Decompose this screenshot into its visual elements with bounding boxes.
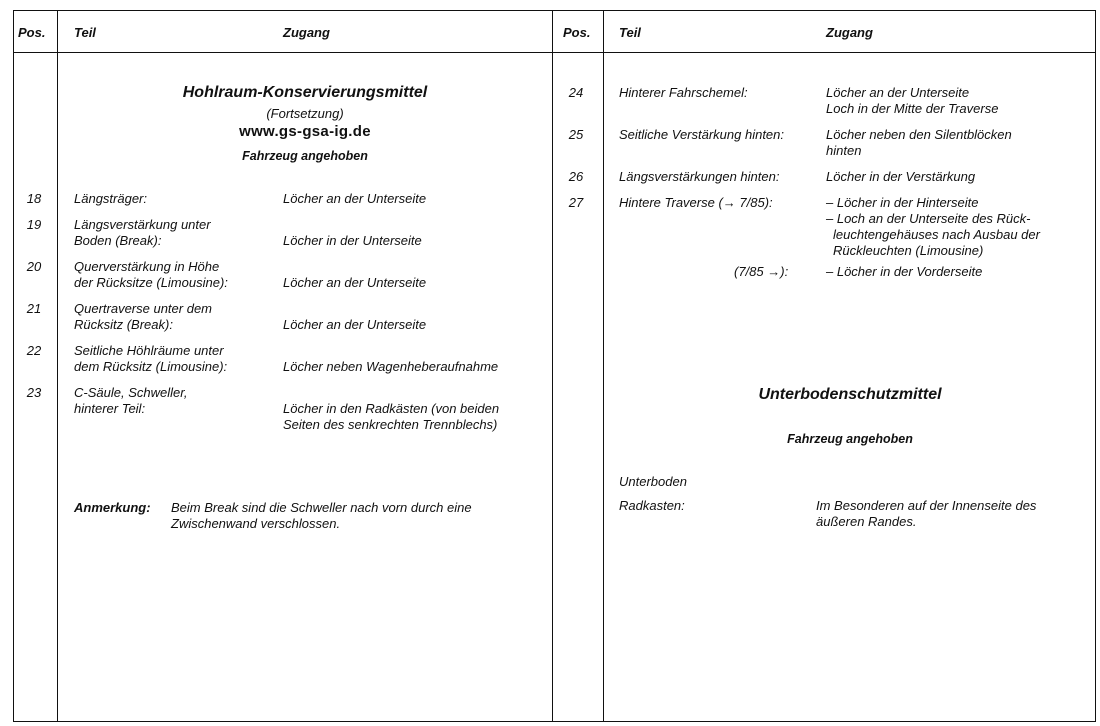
section-url: www.gs-gsa-ig.de (239, 123, 371, 140)
row-pos: 21 (26, 301, 42, 316)
divider-right-pos (603, 10, 604, 722)
row-teil: dem Rücksitz (Limousine): (74, 359, 228, 374)
note-text: Beim Break sind die Schweller nach vorn durch eine (171, 500, 472, 515)
section-condition-left: Fahrzeug angehoben (242, 149, 368, 163)
row-pos: 19 (26, 217, 42, 232)
item-teil: Unterboden (619, 474, 687, 489)
row-zugang: Löcher in den Radkästen (von beiden (283, 401, 500, 416)
row-teil: Rücksitz (Break): (74, 317, 173, 332)
row-teil: Seitliche Verstärkung hinten: (619, 127, 785, 142)
row-teil: Längsträger: (74, 191, 147, 206)
row-zugang: Rückleuchten (Limousine) (833, 243, 984, 258)
item-teil: Radkasten: (619, 498, 685, 513)
row-teil: der Rücksitze (Limousine): (74, 275, 228, 290)
section-title-hohlraum: Hohlraum-Konservierungsmittel (182, 84, 428, 101)
row-zugang: Löcher in der Unterseite (283, 233, 422, 248)
section-continuation: (Fortsetzung) (266, 106, 344, 121)
row-pos: 20 (26, 259, 42, 274)
row-zugang: – Löcher in der Vorderseite (826, 264, 983, 279)
header-pos-right: Pos. (563, 25, 591, 40)
row-teil: hinterer Teil: (74, 401, 146, 416)
section-condition-right: Fahrzeug angehoben (787, 432, 913, 446)
row-teil: Seitliche Höhlräume unter (74, 343, 224, 358)
row-zugang: hinten (826, 143, 862, 158)
row-teil: Boden (Break): (74, 233, 162, 248)
header-teil-left: Teil (74, 25, 96, 40)
row-teil: Hinterer Fahrschemel: (619, 85, 748, 100)
row-zugang: Seiten des senkrechten Trennblechs) (283, 417, 498, 432)
row-zugang: Löcher an der Unterseite (283, 317, 427, 332)
row-teil: (7/85 →): (734, 264, 789, 279)
section-title-unterboden: Unterbodenschutzmittel (758, 386, 942, 403)
row-pos: 18 (26, 191, 42, 206)
row-pos: 24 (568, 85, 584, 100)
header-divider (13, 52, 1096, 53)
row-zugang: Löcher neben Wagenheberaufnahme (283, 359, 499, 374)
header-pos-left: Pos. (18, 25, 46, 40)
row-zugang: Loch in der Mitte der Traverse (826, 101, 999, 116)
row-pos: 23 (26, 385, 42, 400)
row-zugang: – Löcher in der Hinterseite (826, 195, 979, 210)
divider-center (552, 10, 553, 722)
row-zugang: Löcher neben den Silentblöcken (826, 127, 1012, 142)
row-teil: Hintere Traverse (→ 7/85): (619, 195, 773, 210)
row-pos: 27 (568, 195, 584, 210)
header-zugang-left: Zugang (283, 25, 330, 40)
row-zugang: Löcher an der Unterseite (283, 275, 427, 290)
row-pos: 22 (26, 343, 42, 358)
row-zugang: leuchtengehäuses nach Ausbau der (833, 227, 1040, 242)
row-pos: 26 (568, 169, 584, 184)
note-text: Zwischenwand verschlossen. (171, 516, 341, 531)
header-teil-right: Teil (619, 25, 641, 40)
row-teil: Querverstärkung in Höhe (74, 259, 220, 274)
header-zugang-right: Zugang (826, 25, 873, 40)
row-pos: 25 (568, 127, 584, 142)
item-zugang: Im Besonderen auf der Innenseite des (816, 498, 1037, 513)
row-zugang: Löcher an der Unterseite (826, 85, 970, 100)
row-teil: Längsverstärkungen hinten: (619, 169, 780, 184)
row-teil: Längsverstärkung unter (74, 217, 211, 232)
row-teil: Quertraverse unter dem (74, 301, 213, 316)
row-zugang: Löcher in der Verstärkung (826, 169, 976, 184)
item-zugang: äußeren Randes. (816, 514, 917, 529)
row-zugang: Löcher an der Unterseite (283, 191, 427, 206)
row-zugang: – Loch an der Unterseite des Rück- (826, 211, 1031, 226)
row-teil: C-Säule, Schweller, (74, 385, 188, 400)
note-label: Anmerkung: (74, 500, 151, 515)
